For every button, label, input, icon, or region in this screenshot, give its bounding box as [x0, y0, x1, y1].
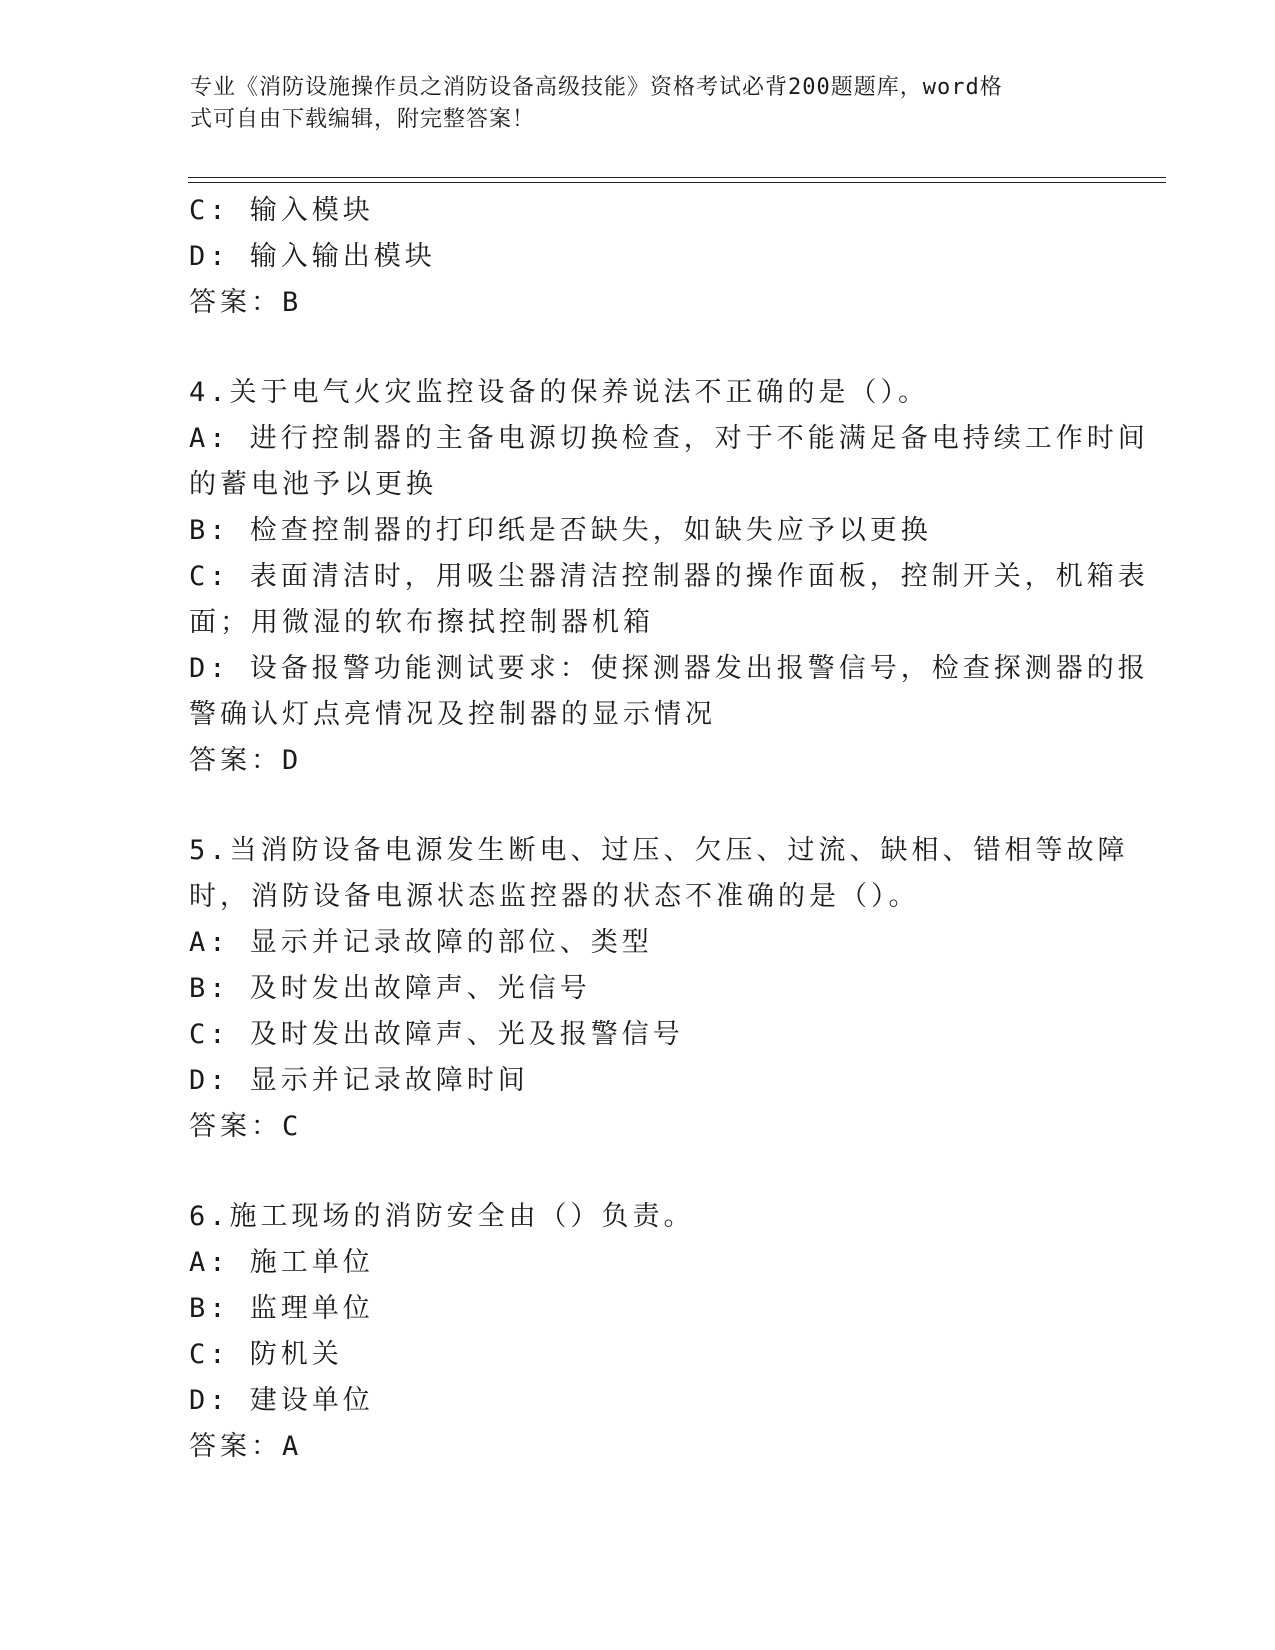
answer-line: 答案：B: [189, 287, 303, 318]
option-d-continuation: 警确认灯点亮情况及控制器的显示情况: [189, 699, 716, 730]
option-c: C: 表面清洁时，用吸尘器清洁控制器的操作面板，控制开关，机箱表: [189, 561, 1149, 592]
option-c-continuation: 面；用微湿的软布擦拭控制器机箱: [189, 607, 654, 638]
question-content: [189, 188, 1149, 1470]
option-b: B: 检查控制器的打印纸是否缺失，如缺失应予以更换: [189, 515, 932, 546]
question-stem: 4.关于电气火灾监控设备的保养说法不正确的是（）。: [189, 377, 930, 408]
answer-line: 答案：A: [189, 1431, 303, 1462]
option-d: D: 显示并记录故障时间: [189, 1065, 529, 1096]
question-5: [189, 828, 1129, 1150]
option-a: A: 显示并记录故障的部位、类型: [189, 927, 653, 958]
question-stem: 5.当消防设备电源发生断电、过压、欠压、过流、缺相、错相等故障: [189, 835, 1129, 866]
option-a-continuation: 的蓄电池予以更换: [189, 469, 437, 500]
header-line-1: 专业《消防设施操作员之消防设备高级技能》资格考试必背200题题库，word格: [190, 75, 1003, 100]
question-6: [189, 1194, 1089, 1470]
header-rule-top: [188, 177, 1166, 178]
option-b: B: 及时发出故障声、光信号: [189, 973, 591, 1004]
option-a: A: 进行控制器的主备电源切换检查，对于不能满足备电持续工作时间: [189, 423, 1149, 454]
option-a: A: 施工单位: [189, 1247, 374, 1278]
question-4: [189, 370, 1149, 784]
question-stem-continuation: 时，消防设备电源状态监控器的状态不准确的是（）。: [189, 881, 920, 912]
option-c: C: 输入模块: [189, 195, 374, 226]
header-rule-bottom: [188, 182, 1166, 183]
option-d: D: 建设单位: [189, 1385, 374, 1416]
header-line-2: 式可自由下载编辑，附完整答案！: [190, 107, 536, 132]
question-stem: 6.施工现场的消防安全由（）负责。: [189, 1201, 695, 1232]
option-d: D: 设备报警功能测试要求：使探测器发出报警信号，检查探测器的报: [189, 653, 1149, 684]
option-d: D: 输入输出模块: [189, 241, 436, 272]
answer-line: 答案：D: [189, 745, 303, 776]
option-c: C: 防机关: [189, 1339, 343, 1370]
answer-line: 答案：C: [189, 1111, 303, 1142]
document-header: [190, 72, 1090, 136]
question-3-partial: [189, 188, 1089, 326]
option-b: B: 监理单位: [189, 1293, 374, 1324]
option-c: C: 及时发出故障声、光及报警信号: [189, 1019, 684, 1050]
